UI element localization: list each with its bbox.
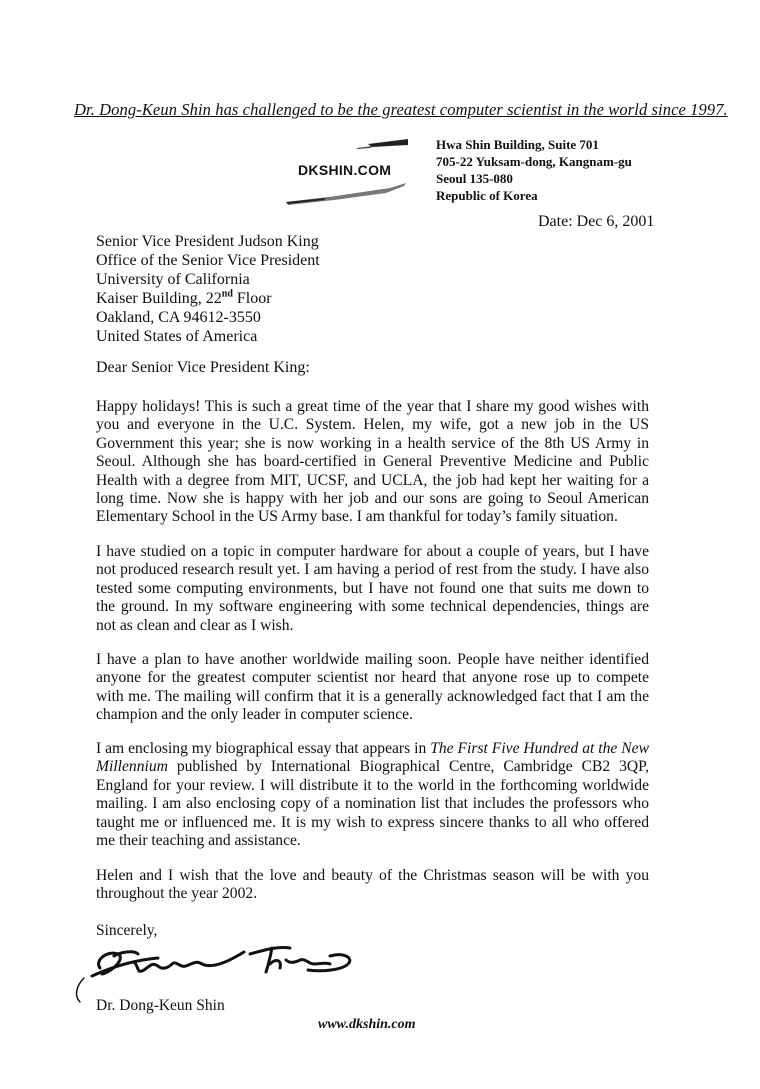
recipient-line bbox=[96, 289, 320, 308]
paragraph-text: I am enclosing my biographical essay that appears in bbox=[96, 740, 431, 757]
salutation: Dear Senior Vice President King: bbox=[96, 359, 310, 376]
logo-text: DKSHIN.COM bbox=[298, 162, 392, 178]
signer-name: Dr. Dong-Keun Shin bbox=[96, 997, 225, 1014]
recipient-building: Kaiser Building, 22 bbox=[96, 290, 222, 307]
address-line: 705-22 Yuksam-dong, Kangnam-gu bbox=[436, 154, 632, 169]
ordinal-suffix: nd bbox=[221, 288, 233, 300]
recipient-line: University of California bbox=[96, 271, 250, 288]
address-line: Seoul 135-080 bbox=[436, 171, 513, 186]
body-paragraph bbox=[96, 740, 649, 850]
body-paragraph: Helen and I wish that the love and beauty of the Christmas season will be with you throughout the year 2002. bbox=[96, 867, 649, 903]
address-line: Republic of Korea bbox=[436, 188, 538, 203]
recipient-line: Oakland, CA 94612-3550 bbox=[96, 309, 261, 326]
recipient-floor: Floor bbox=[232, 290, 272, 307]
sender-address bbox=[436, 136, 632, 204]
paragraph-text: published by International Biographical Centre, Cambridge CB2 3QP, England for your review. I will distribute it to the world in the forthcoming worldwide mailing. I am also enclosing copy of a nomination list that includes the professors who taught me or influenced me. It is my wish to express sincere thanks to all who offered me their teaching and assistance. bbox=[96, 758, 649, 850]
closing: Sincerely, bbox=[96, 922, 158, 939]
recipient-line: Office of the Senior Vice President bbox=[96, 252, 320, 269]
recipient-line: Senior Vice President Judson King bbox=[96, 233, 319, 250]
body-paragraph: I have a plan to have another worldwide mailing soon. People have neither identified anyone for the greatest computer scientist nor heard that anyone rose up to compete with me. The mailing will confirm that it is a generally acknowledged fact that I am the champion and the only leader in computer science. bbox=[96, 651, 649, 724]
address-line: Hwa Shin Building, Suite 701 bbox=[436, 137, 599, 152]
recipient-line: United States of America bbox=[96, 328, 258, 345]
recipient-address bbox=[96, 232, 320, 346]
body-paragraph: I have studied on a topic in computer hardware for about a couple of years, but I have not produced research result yet. I am having a period of rest from the study. I have also tested some computing environments, but I have not found one that suits me down to the ground. In my software engineering with some technical dependencies, things are not as clean and clear as I wish. bbox=[96, 543, 649, 634]
dkshin-logo bbox=[286, 136, 416, 206]
website-link[interactable]: www.dkshin.com bbox=[318, 1017, 416, 1032]
body-paragraph: Happy holidays! This is such a great time of the year that I share my good wishes with you and everyone in the U.C. System. Helen, my wife, got a new job in the US Government this year; she is now working in a health service of the 8th US Army in Seoul. Although she has board-certified in General Preventive Medicine and Public Health with a degree from MIT, UCSF, and UCLA, the job had kept her waiting for a long time. Now she is happy with her job and our sons are going to Seoul American Elementary School in the US Army base. I am thankful for today’s family situation. bbox=[96, 398, 649, 526]
banner-tagline: Dr. Dong-Keun Shin has challenged to be the greatest computer scientist in the world since 1997. bbox=[74, 100, 728, 119]
book-title: The First Five Hundred at the New Millennium bbox=[96, 740, 649, 776]
letter-date: Date: Dec 6, 2001 bbox=[538, 213, 655, 230]
